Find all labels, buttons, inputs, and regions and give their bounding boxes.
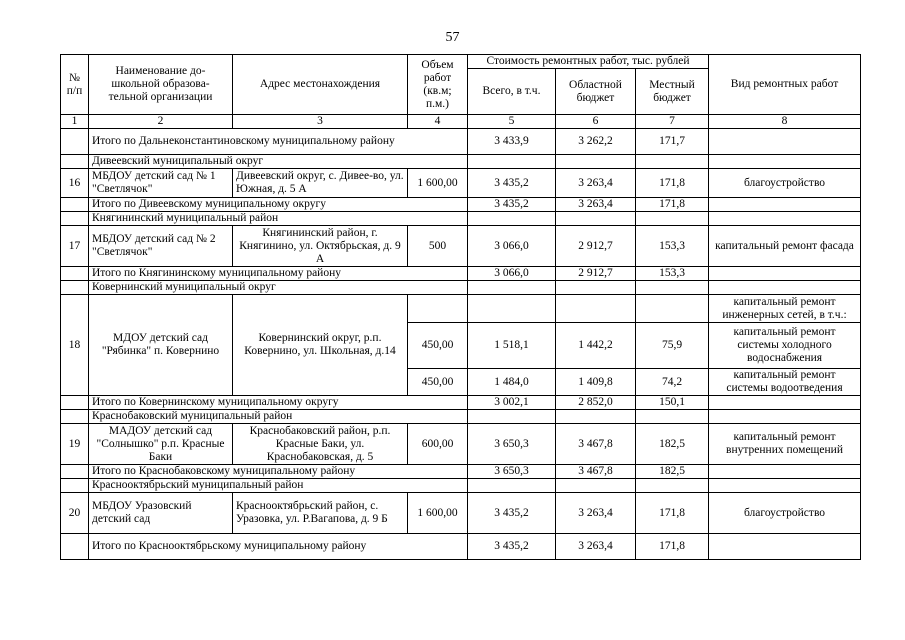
local-cell: 171,7 xyxy=(636,129,709,155)
item-row xyxy=(61,226,861,267)
regional-cell: 1 409,8 xyxy=(556,369,636,396)
empty-cell xyxy=(468,479,556,493)
local-cell: 182,5 xyxy=(636,424,709,465)
empty-cell xyxy=(709,155,861,169)
column-number: 4 xyxy=(408,115,468,129)
type-cell xyxy=(709,129,861,155)
district-label: Ковернинский муниципальный округ xyxy=(89,281,468,295)
header-local: Местный бюджет xyxy=(636,69,709,115)
type-cell xyxy=(709,198,861,212)
district-row xyxy=(61,155,861,169)
num-cell xyxy=(61,198,89,212)
local-cell: 150,1 xyxy=(636,396,709,410)
type-cell: капитальный ремонт внутренних помещений xyxy=(709,424,861,465)
empty-cell xyxy=(709,281,861,295)
header-cost-group: Стоимость ремонтных работ, тыс. рублей xyxy=(468,55,709,69)
num-cell xyxy=(61,129,89,155)
item-subrow xyxy=(61,295,861,323)
header-type: Вид ремонтных работ xyxy=(709,55,861,115)
empty-cell xyxy=(468,212,556,226)
total-row xyxy=(61,534,861,560)
column-number: 3 xyxy=(233,115,408,129)
type-cell xyxy=(709,465,861,479)
local-cell: 153,3 xyxy=(636,267,709,281)
empty-cell xyxy=(556,212,636,226)
local-cell: 75,9 xyxy=(636,323,709,369)
district-label: Дивеевский муниципальный округ xyxy=(89,155,468,169)
table-body xyxy=(61,55,861,560)
regional-cell: 2 912,7 xyxy=(556,226,636,267)
header-address: Адрес местонахождения xyxy=(233,55,408,115)
volume-cell: 600,00 xyxy=(408,424,468,465)
header-name: Наименование до-школьной образова-тельной организации xyxy=(89,55,233,115)
regional-cell: 3 263,4 xyxy=(556,534,636,560)
name-cell: МБДОУ Уразовский детский сад xyxy=(89,493,233,534)
num-cell xyxy=(61,155,89,169)
total-cell: 3 650,3 xyxy=(468,424,556,465)
address-cell: Краснобаковский район, р.п. Красные Баки, ул. Краснобаковская, д. 5 xyxy=(233,424,408,465)
total-cell: 3 002,1 xyxy=(468,396,556,410)
item-row xyxy=(61,169,861,198)
num-cell xyxy=(61,281,89,295)
name-cell: МБДОУ детский сад № 1 "Светлячок" xyxy=(89,169,233,198)
empty-cell xyxy=(468,155,556,169)
name-cell: МДОУ детский сад "Рябинка" п. Ковернино xyxy=(89,295,233,396)
regional-cell: 2 852,0 xyxy=(556,396,636,410)
item-row xyxy=(61,424,861,465)
volume-cell: 500 xyxy=(408,226,468,267)
empty-cell xyxy=(468,410,556,424)
empty-cell xyxy=(556,479,636,493)
total-cell: 1 484,0 xyxy=(468,369,556,396)
column-number: 1 xyxy=(61,115,89,129)
volume-cell: 450,00 xyxy=(408,323,468,369)
total-row xyxy=(61,198,861,212)
total-cell: 3 066,0 xyxy=(468,226,556,267)
column-number: 8 xyxy=(709,115,861,129)
local-cell: 171,8 xyxy=(636,169,709,198)
empty-cell xyxy=(556,281,636,295)
empty-cell xyxy=(556,155,636,169)
num-cell xyxy=(61,479,89,493)
num-cell: 18 xyxy=(61,295,89,396)
page-number: 57 xyxy=(445,30,460,45)
address-cell: Краснооктябрьский район, с. Уразовка, ул. Р.Вагапова, д. 9 Б xyxy=(233,493,408,534)
total-cell xyxy=(468,295,556,323)
local-cell: 171,8 xyxy=(636,534,709,560)
volume-cell: 450,00 xyxy=(408,369,468,396)
item-row xyxy=(61,493,861,534)
total-row xyxy=(61,129,861,155)
total-cell: 1 518,1 xyxy=(468,323,556,369)
regional-cell: 1 442,2 xyxy=(556,323,636,369)
empty-cell xyxy=(556,410,636,424)
total-cell: 3 433,9 xyxy=(468,129,556,155)
local-cell xyxy=(636,295,709,323)
num-cell: 19 xyxy=(61,424,89,465)
num-cell xyxy=(61,410,89,424)
num-cell: 17 xyxy=(61,226,89,267)
address-cell: Дивеевский округ, с. Дивее-во, ул. Южная, д. 5 А xyxy=(233,169,408,198)
total-cell: 3 650,3 xyxy=(468,465,556,479)
empty-cell xyxy=(636,479,709,493)
regional-cell: 2 912,7 xyxy=(556,267,636,281)
header-total: Всего, в т.ч. xyxy=(468,69,556,115)
total-cell: 3 435,2 xyxy=(468,198,556,212)
num-cell: 16 xyxy=(61,169,89,198)
column-number: 7 xyxy=(636,115,709,129)
type-cell: благоустройство xyxy=(709,493,861,534)
total-cell: 3 435,2 xyxy=(468,534,556,560)
total-label: Итого по Дивеевскому муниципальному округу xyxy=(89,198,468,212)
empty-cell xyxy=(709,479,861,493)
type-cell: благоустройство xyxy=(709,169,861,198)
type-cell: капитальный ремонт системы водоотведения xyxy=(709,369,861,396)
district-row xyxy=(61,479,861,493)
total-cell: 3 435,2 xyxy=(468,493,556,534)
type-cell: капитальный ремонт фасада xyxy=(709,226,861,267)
district-label: Княгининский муниципальный район xyxy=(89,212,468,226)
type-cell: капитальный ремонт системы холодного водоснабжения xyxy=(709,323,861,369)
regional-cell: 3 263,4 xyxy=(556,169,636,198)
total-row xyxy=(61,396,861,410)
num-cell: 20 xyxy=(61,493,89,534)
empty-cell xyxy=(636,410,709,424)
regional-cell: 3 263,4 xyxy=(556,198,636,212)
total-label: Итого по Княгининскому муниципальному району xyxy=(89,267,468,281)
address-cell: Ковернинский округ, р.п. Ковернино, ул. Школьная, д.14 xyxy=(233,295,408,396)
name-cell: МБДОУ детский сад № 2 "Светлячок" xyxy=(89,226,233,267)
district-row xyxy=(61,281,861,295)
total-label: Итого по Дальнеконстантиновскому муниципальному району xyxy=(89,129,468,155)
local-cell: 171,8 xyxy=(636,493,709,534)
num-cell xyxy=(61,212,89,226)
district-label: Краснооктябрьский муниципальный район xyxy=(89,479,468,493)
total-label: Итого по Краснооктябрьскому муниципальному району xyxy=(89,534,468,560)
volume-cell xyxy=(408,295,468,323)
district-row xyxy=(61,410,861,424)
repair-works-table xyxy=(60,54,861,560)
regional-cell: 3 467,8 xyxy=(556,424,636,465)
total-cell: 3 066,0 xyxy=(468,267,556,281)
empty-cell xyxy=(468,281,556,295)
type-cell: капитальный ремонт инженерных сетей, в т.ч.: xyxy=(709,295,861,323)
num-cell xyxy=(61,465,89,479)
total-label: Итого по Краснобаковскому муниципальному району xyxy=(89,465,468,479)
type-cell xyxy=(709,534,861,560)
empty-cell xyxy=(636,281,709,295)
regional-cell: 3 263,4 xyxy=(556,493,636,534)
empty-cell xyxy=(636,212,709,226)
local-cell: 182,5 xyxy=(636,465,709,479)
local-cell: 74,2 xyxy=(636,369,709,396)
num-cell xyxy=(61,396,89,410)
total-row xyxy=(61,267,861,281)
empty-cell xyxy=(636,155,709,169)
type-cell xyxy=(709,267,861,281)
total-label: Итого по Ковернинскому муниципальному округу xyxy=(89,396,468,410)
column-number: 2 xyxy=(89,115,233,129)
header-num: № п/п xyxy=(61,55,89,115)
district-label: Краснобаковский муниципальный район xyxy=(89,410,468,424)
volume-cell: 1 600,00 xyxy=(408,493,468,534)
volume-cell: 1 600,00 xyxy=(408,169,468,198)
column-number: 5 xyxy=(468,115,556,129)
column-numbers-row xyxy=(61,115,861,129)
type-cell xyxy=(709,396,861,410)
num-cell xyxy=(61,534,89,560)
address-cell: Княгининский район, г. Княгинино, ул. Октябрьская, д. 9 А xyxy=(233,226,408,267)
regional-cell: 3 467,8 xyxy=(556,465,636,479)
total-row xyxy=(61,465,861,479)
district-row xyxy=(61,212,861,226)
local-cell: 171,8 xyxy=(636,198,709,212)
header-row xyxy=(61,55,861,69)
header-volume: Объем работ (кв.м; п.м.) xyxy=(408,55,468,115)
empty-cell xyxy=(709,410,861,424)
regional-cell xyxy=(556,295,636,323)
local-cell: 153,3 xyxy=(636,226,709,267)
name-cell: МАДОУ детский сад "Солнышко" р.п. Красные Баки xyxy=(89,424,233,465)
total-cell: 3 435,2 xyxy=(468,169,556,198)
empty-cell xyxy=(709,212,861,226)
header-regional: Областной бюджет xyxy=(556,69,636,115)
regional-cell: 3 262,2 xyxy=(556,129,636,155)
column-number: 6 xyxy=(556,115,636,129)
num-cell xyxy=(61,267,89,281)
